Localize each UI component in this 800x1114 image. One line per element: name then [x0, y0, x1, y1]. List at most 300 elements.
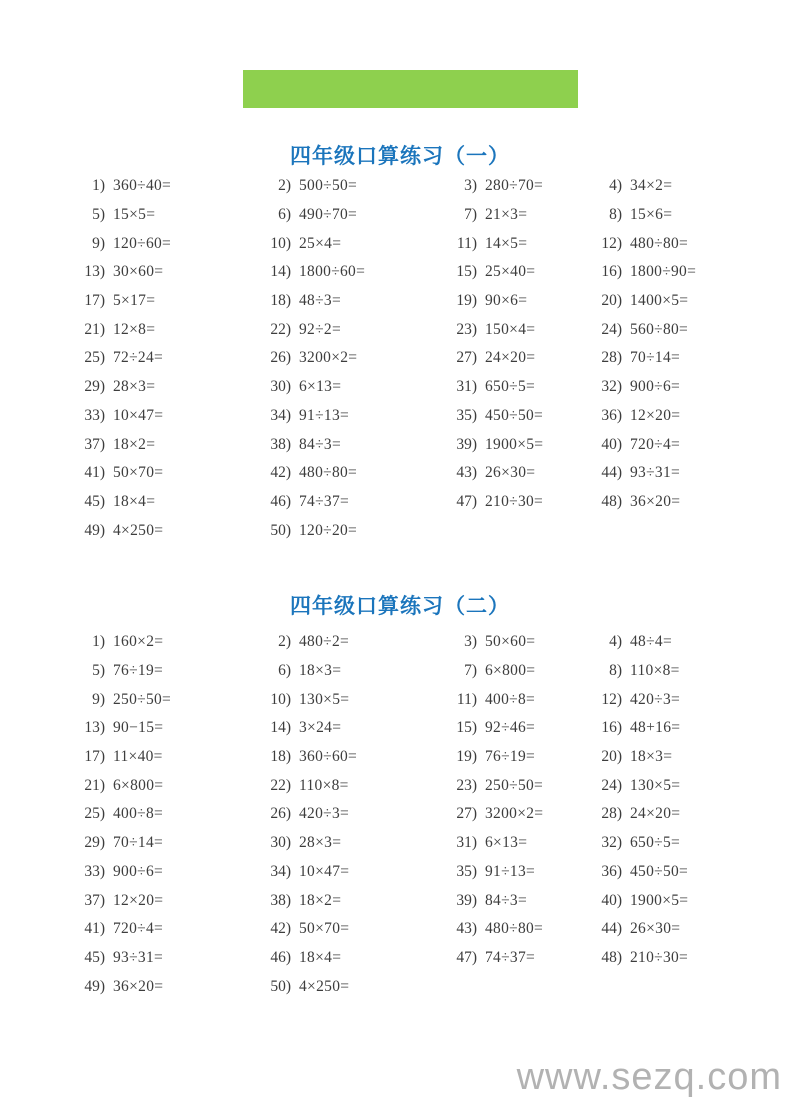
problem-item [432, 430, 577, 459]
problem-expression: 3200×2= [299, 349, 358, 367]
problem-expression: 900÷6= [113, 862, 164, 880]
problem-number: 31) [456, 378, 477, 396]
problem-item [432, 287, 577, 316]
problem-item [577, 944, 780, 973]
problem-number: 6) [278, 662, 291, 680]
problem-expression: 160×2= [113, 633, 164, 651]
problem-number: 12) [601, 234, 622, 252]
problem-item [246, 771, 432, 800]
problem-item [577, 685, 780, 714]
problem-number: 12) [601, 690, 622, 708]
problem-number: 39) [456, 891, 477, 909]
problem-number: 10) [270, 690, 291, 708]
problem-item [577, 657, 780, 686]
problem-expression: 50×60= [485, 633, 536, 651]
problem-item [432, 459, 577, 488]
problem-expression: 6×13= [299, 378, 342, 396]
problem-item [60, 287, 246, 316]
problem-item [246, 315, 432, 344]
problem-item [432, 915, 577, 944]
problem-expression: 24×20= [485, 349, 536, 367]
problem-expression: 18×3= [630, 748, 673, 766]
problem-number: 48) [601, 948, 622, 966]
problem-expression: 14×5= [485, 234, 528, 252]
problem-item [246, 657, 432, 686]
problem-expression: 210÷30= [485, 492, 544, 510]
problem-number: 20) [601, 292, 622, 310]
problem-expression: 18×4= [299, 948, 342, 966]
problem-number: 6) [278, 206, 291, 224]
problem-expression: 10×47= [299, 862, 350, 880]
problem-item [432, 800, 577, 829]
problem-item [60, 771, 246, 800]
problem-item [60, 915, 246, 944]
problem-expression: 120÷20= [299, 521, 358, 539]
problem-number: 8) [609, 206, 622, 224]
problem-expression: 130×5= [299, 690, 350, 708]
problem-number: 11) [456, 690, 477, 708]
problem-item [432, 743, 577, 772]
problem-expression: 6×800= [113, 776, 164, 794]
problem-item [246, 915, 432, 944]
problem-item [246, 972, 432, 1001]
problem-number: 29) [84, 378, 105, 396]
problem-number: 28) [601, 805, 622, 823]
problem-expression: 560÷80= [630, 320, 689, 338]
problem-item [246, 229, 432, 258]
problem-item [432, 657, 577, 686]
problem-number: 33) [84, 406, 105, 424]
problem-number: 18) [270, 748, 291, 766]
problem-expression: 3200×2= [485, 805, 544, 823]
problem-number: 40) [601, 435, 622, 453]
problem-number: 7) [464, 662, 477, 680]
problem-expression: 28×3= [113, 378, 156, 396]
problem-item [577, 800, 780, 829]
problem-item [577, 315, 780, 344]
problem-expression: 250÷50= [113, 690, 172, 708]
problem-expression: 130×5= [630, 776, 681, 794]
problem-number: 1) [92, 177, 105, 195]
problem-expression: 72÷24= [113, 349, 164, 367]
problem-item [577, 743, 780, 772]
problem-number: 25) [84, 349, 105, 367]
problem-expression: 90×6= [485, 292, 528, 310]
problem-number: 47) [456, 948, 477, 966]
problem-number: 46) [270, 492, 291, 510]
problem-item [577, 915, 780, 944]
problem-item [60, 430, 246, 459]
problem-number: 24) [601, 320, 622, 338]
problem-item [60, 373, 246, 402]
problem-expression: 18×2= [113, 435, 156, 453]
problem-number: 23) [456, 776, 477, 794]
problem-expression: 25×40= [485, 263, 536, 281]
problem-number: 18) [270, 292, 291, 310]
problem-number: 45) [84, 948, 105, 966]
problem-number: 1) [92, 633, 105, 651]
problem-expression: 90−15= [113, 719, 164, 737]
problem-number: 50) [270, 977, 291, 995]
problem-expression: 48÷4= [630, 633, 672, 651]
problem-expression: 1800÷60= [299, 263, 366, 281]
problem-expression: 720÷4= [113, 920, 164, 938]
problem-expression: 480÷80= [485, 920, 544, 938]
problem-expression: 15×6= [630, 206, 673, 224]
problem-item [60, 972, 246, 1001]
problem-number: 27) [456, 805, 477, 823]
problem-expression: 34×2= [630, 177, 673, 195]
problem-item [246, 258, 432, 287]
problem-number: 34) [270, 406, 291, 424]
problem-item [60, 800, 246, 829]
problem-expression: 48÷3= [299, 292, 341, 310]
problem-item [432, 628, 577, 657]
problem-item [60, 172, 246, 201]
problem-expression: 4×250= [299, 977, 350, 995]
problem-number: 50) [270, 521, 291, 539]
problem-item [577, 430, 780, 459]
problem-item [60, 516, 246, 545]
problem-number: 44) [601, 920, 622, 938]
problem-item [60, 657, 246, 686]
problem-number: 35) [456, 862, 477, 880]
problem-item [246, 714, 432, 743]
problem-number: 34) [270, 862, 291, 880]
problem-number: 15) [456, 719, 477, 737]
problem-expression: 50×70= [299, 920, 350, 938]
problem-number: 44) [601, 464, 622, 482]
problem-expression: 450÷50= [630, 862, 689, 880]
problem-number: 26) [270, 349, 291, 367]
problem-expression: 92÷46= [485, 719, 536, 737]
problem-item [246, 430, 432, 459]
problem-number: 32) [601, 834, 622, 852]
problem-number: 5) [92, 206, 105, 224]
problem-item [246, 628, 432, 657]
problem-number: 17) [84, 748, 105, 766]
problem-expression: 5×17= [113, 292, 156, 310]
problem-expression: 360÷60= [299, 748, 358, 766]
problem-expression: 15×5= [113, 206, 156, 224]
problem-number: 21) [84, 776, 105, 794]
problem-expression: 500÷50= [299, 177, 358, 195]
problem-expression: 650÷5= [630, 834, 681, 852]
watermark: www.sezq.com [516, 1056, 782, 1098]
problem-expression: 48+16= [630, 719, 681, 737]
problem-expression: 25×4= [299, 234, 342, 252]
problem-expression: 36×20= [630, 492, 681, 510]
problem-number: 36) [601, 862, 622, 880]
problem-item [60, 886, 246, 915]
problem-number: 38) [270, 435, 291, 453]
problem-item [432, 344, 577, 373]
problem-expression: 1800÷90= [630, 263, 697, 281]
problem-number: 38) [270, 891, 291, 909]
problem-item [577, 714, 780, 743]
problem-number: 10) [270, 234, 291, 252]
problem-expression: 480÷2= [299, 633, 350, 651]
problem-expression: 10×47= [113, 406, 164, 424]
problem-number: 32) [601, 378, 622, 396]
problem-number: 37) [84, 891, 105, 909]
problem-number: 15) [456, 263, 477, 281]
problem-expression: 490÷70= [299, 206, 358, 224]
problem-number: 42) [270, 920, 291, 938]
problem-number: 3) [464, 177, 477, 195]
problem-expression: 110×8= [299, 776, 349, 794]
problem-number: 48) [601, 492, 622, 510]
problem-expression: 450÷50= [485, 406, 544, 424]
problem-expression: 92÷2= [299, 320, 341, 338]
problem-expression: 74÷37= [299, 492, 350, 510]
problem-item [577, 886, 780, 915]
problem-number: 46) [270, 948, 291, 966]
problem-expression: 11×40= [113, 748, 163, 766]
problem-item [432, 402, 577, 431]
problem-expression: 26×30= [630, 920, 681, 938]
problem-number: 2) [278, 633, 291, 651]
problem-item [246, 488, 432, 517]
problem-item [60, 344, 246, 373]
problem-expression: 12×20= [113, 891, 164, 909]
problem-number: 25) [84, 805, 105, 823]
problem-number: 39) [456, 435, 477, 453]
problem-item [432, 685, 577, 714]
problem-expression: 110×8= [630, 662, 680, 680]
problem-expression: 720÷4= [630, 435, 681, 453]
problem-number: 31) [456, 834, 477, 852]
problem-number: 29) [84, 834, 105, 852]
problem-number: 11) [456, 234, 477, 252]
problem-expression: 74÷37= [485, 948, 536, 966]
problem-expression: 480÷80= [299, 464, 358, 482]
problem-number: 13) [84, 263, 105, 281]
problem-number: 45) [84, 492, 105, 510]
problem-expression: 480÷80= [630, 234, 689, 252]
problem-number: 24) [601, 776, 622, 794]
problem-number: 3) [464, 633, 477, 651]
problem-item [432, 315, 577, 344]
problem-expression: 70÷14= [113, 834, 164, 852]
problem-item [432, 886, 577, 915]
problem-expression: 360÷40= [113, 177, 172, 195]
problem-number: 35) [456, 406, 477, 424]
problem-item [577, 201, 780, 230]
problem-number: 17) [84, 292, 105, 310]
problem-item [246, 800, 432, 829]
problem-item [60, 714, 246, 743]
problem-expression: 28×3= [299, 834, 342, 852]
problem-number: 43) [456, 920, 477, 938]
problem-expression: 91÷13= [299, 406, 350, 424]
problem-number: 19) [456, 292, 477, 310]
problem-expression: 30×60= [113, 263, 164, 281]
problem-item [60, 685, 246, 714]
problem-expression: 84÷3= [485, 891, 527, 909]
problem-number: 30) [270, 834, 291, 852]
problem-expression: 210÷30= [630, 948, 689, 966]
problem-number: 30) [270, 378, 291, 396]
problem-item [246, 944, 432, 973]
problem-number: 41) [84, 920, 105, 938]
problem-item [432, 229, 577, 258]
problem-item [246, 344, 432, 373]
problem-number: 16) [601, 263, 622, 281]
problem-expression: 70÷14= [630, 349, 681, 367]
problem-number: 43) [456, 464, 477, 482]
problem-item [577, 459, 780, 488]
problem-item [246, 373, 432, 402]
problem-expression: 50×70= [113, 464, 164, 482]
problem-number: 26) [270, 805, 291, 823]
problem-number: 28) [601, 349, 622, 367]
problem-number: 36) [601, 406, 622, 424]
problem-expression: 250÷50= [485, 776, 544, 794]
problem-item [246, 516, 432, 545]
problem-number: 2) [278, 177, 291, 195]
problem-grid-2 [60, 628, 780, 1001]
problem-expression: 150×4= [485, 320, 536, 338]
problem-item [246, 201, 432, 230]
problem-item [577, 373, 780, 402]
problem-item [60, 229, 246, 258]
problem-expression: 6×13= [485, 834, 528, 852]
problem-expression: 18×4= [113, 492, 156, 510]
problem-expression: 120÷60= [113, 234, 172, 252]
problem-number: 49) [84, 521, 105, 539]
problem-expression: 3×24= [299, 719, 342, 737]
problem-number: 5) [92, 662, 105, 680]
problem-number: 9) [92, 234, 105, 252]
problem-item [432, 373, 577, 402]
problem-expression: 1900×5= [485, 435, 544, 453]
problem-number: 7) [464, 206, 477, 224]
problem-number: 47) [456, 492, 477, 510]
problem-item [246, 743, 432, 772]
problem-item [577, 488, 780, 517]
problem-item [246, 829, 432, 858]
problem-expression: 12×20= [630, 406, 681, 424]
problem-expression: 6×800= [485, 662, 536, 680]
problem-expression: 93÷31= [630, 464, 681, 482]
problem-item [577, 628, 780, 657]
problem-item [432, 258, 577, 287]
problem-item [577, 771, 780, 800]
problem-item [432, 714, 577, 743]
problem-expression: 76÷19= [113, 662, 164, 680]
problem-expression: 900÷6= [630, 378, 681, 396]
problem-number: 41) [84, 464, 105, 482]
problem-item [432, 488, 577, 517]
green-banner [243, 70, 578, 108]
problem-item [577, 258, 780, 287]
problem-item [60, 628, 246, 657]
problem-item [577, 287, 780, 316]
problem-item [60, 459, 246, 488]
problem-item [246, 172, 432, 201]
problem-expression: 36×20= [113, 977, 164, 995]
problem-item [432, 201, 577, 230]
problem-item [246, 402, 432, 431]
problem-expression: 21×3= [485, 206, 528, 224]
problem-number: 22) [270, 776, 291, 794]
problem-expression: 12×8= [113, 320, 156, 338]
problem-number: 33) [84, 862, 105, 880]
problem-number: 49) [84, 977, 105, 995]
problem-expression: 420÷3= [299, 805, 350, 823]
problem-item [60, 315, 246, 344]
problem-expression: 4×250= [113, 521, 164, 539]
problem-expression: 84÷3= [299, 435, 341, 453]
problem-number: 16) [601, 719, 622, 737]
problem-expression: 280÷70= [485, 177, 544, 195]
problem-item [60, 743, 246, 772]
problem-item [577, 402, 780, 431]
problem-grid-1 [60, 172, 780, 545]
problem-item [577, 829, 780, 858]
problem-expression: 91÷13= [485, 862, 536, 880]
problem-number: 22) [270, 320, 291, 338]
problem-item [60, 201, 246, 230]
problem-item [60, 258, 246, 287]
problem-expression: 26×30= [485, 464, 536, 482]
problem-expression: 93÷31= [113, 948, 164, 966]
problem-expression: 650÷5= [485, 378, 536, 396]
problem-expression: 18×2= [299, 891, 342, 909]
problem-number: 9) [92, 690, 105, 708]
problem-item [432, 944, 577, 973]
problem-expression: 1400×5= [630, 292, 689, 310]
problem-number: 40) [601, 891, 622, 909]
problem-number: 20) [601, 748, 622, 766]
problem-number: 14) [270, 263, 291, 281]
problem-item [577, 858, 780, 887]
problem-item [577, 229, 780, 258]
problem-expression: 76÷19= [485, 748, 536, 766]
problem-expression: 400÷8= [485, 690, 536, 708]
problem-item [577, 344, 780, 373]
problem-item [246, 685, 432, 714]
problem-item [577, 172, 780, 201]
problem-number: 14) [270, 719, 291, 737]
problem-number: 27) [456, 349, 477, 367]
problem-item [246, 858, 432, 887]
problem-item [60, 829, 246, 858]
problem-item [60, 858, 246, 887]
problem-item [246, 287, 432, 316]
problem-number: 42) [270, 464, 291, 482]
problem-item [60, 488, 246, 517]
problem-number: 4) [609, 633, 622, 651]
problem-expression: 1900×5= [630, 891, 689, 909]
problem-number: 37) [84, 435, 105, 453]
problem-number: 23) [456, 320, 477, 338]
problem-expression: 24×20= [630, 805, 681, 823]
problem-expression: 400÷8= [113, 805, 164, 823]
problem-item [60, 402, 246, 431]
section-title-2: 四年级口算练习（二） [290, 595, 510, 619]
problem-number: 13) [84, 719, 105, 737]
problem-item [246, 459, 432, 488]
problem-number: 19) [456, 748, 477, 766]
problem-item [432, 829, 577, 858]
problem-item [432, 172, 577, 201]
problem-item [246, 886, 432, 915]
problem-expression: 18×3= [299, 662, 342, 680]
problem-number: 4) [609, 177, 622, 195]
problem-item [60, 944, 246, 973]
